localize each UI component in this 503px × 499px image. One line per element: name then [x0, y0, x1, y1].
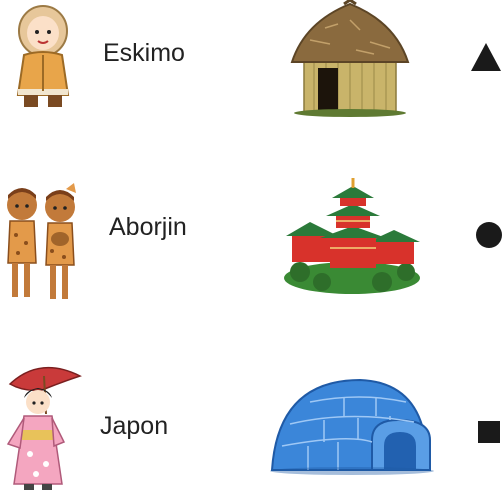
kimono-girl-figure: [2, 362, 82, 494]
square-icon: [478, 421, 500, 443]
aboriginal-children-figure: [2, 183, 82, 303]
eskimo-figure: [10, 3, 76, 111]
straw-hut-image: [290, 0, 410, 118]
row-label-eskimo: Eskimo: [103, 39, 185, 67]
igloo-image: [268, 374, 438, 476]
row-label-aborjin: Aborjin: [109, 213, 187, 241]
row-label-japon: Japon: [100, 412, 169, 440]
pagoda-image: [282, 178, 422, 298]
triangle-icon: [471, 43, 501, 71]
circle-icon: [476, 222, 502, 248]
